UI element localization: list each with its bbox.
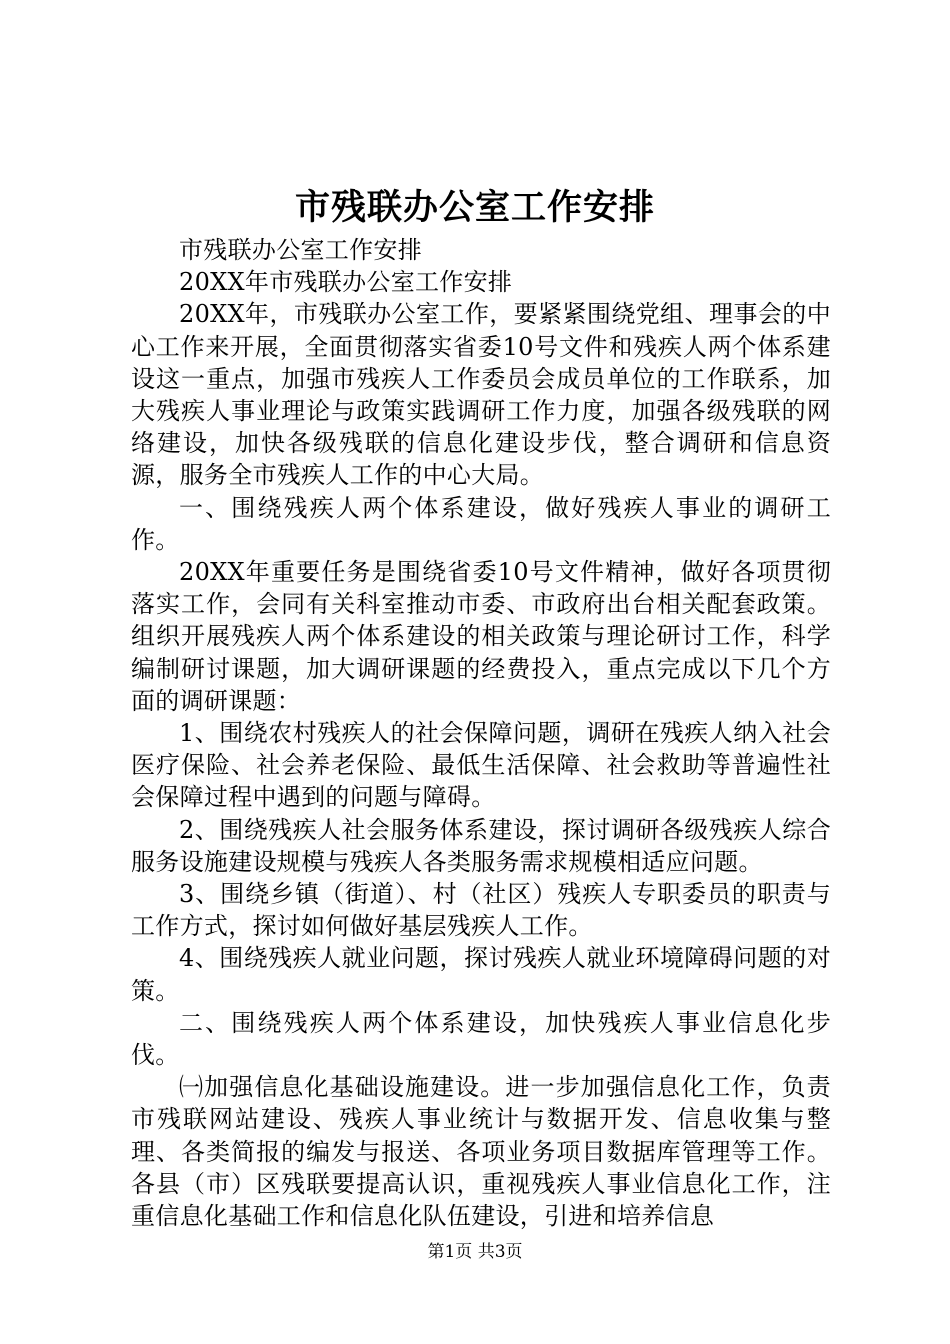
paragraph-section-2-heading: 二、围绕残疾人两个体系建设，加快残疾人事业信息化步伐。 [131,1008,831,1070]
document-body [131,234,831,1232]
paragraph-item-4: 4、围绕残疾人就业问题，探讨残疾人就业环境障碍问题的对策。 [131,944,831,1005]
paragraph-section-1-heading: 一、围绕残疾人两个体系建设，做好残疾人事业的调研工作。 [131,493,831,554]
paragraph-year-heading: 20XX年市残联办公室工作安排 [179,268,513,297]
paragraph-section-2-body: ㈠加强信息化基础设施建设。进一步加强信息化工作，负责市残联网站建设、残疾人事业统计与数据开发、信息收集与整理、各类简报的编发与报送、各项业务项目数据库管理等工作。各县（市）区残联要提高认识，重视残疾人事业信息化工作，注重信息化基础工作和信息化队伍建设，引进和培养信息 [131,1073,831,1231]
paragraph-item-3: 3、围绕乡镇（街道）、村（社区）残疾人专职委员的职责与工作方式，探讨如何做好基层残疾人工作。 [131,880,831,941]
document-title: 市残联办公室工作安排 [294,188,655,228]
paragraph-section-1-body: 20XX年重要任务是围绕省委10号文件精神，做好各项贯彻落实工作，会同有关科室推动市委、市政府出台相关配套政策。组织开展残疾人两个体系建设的相关政策与理论研讨工作，科学编制研讨课题，加大调研课题的经费投入，重点完成以下几个方面的调研课题： [131,558,831,715]
paragraph-item-1: 1、围绕农村残疾人的社会保障问题，调研在残疾人纳入社会医疗保险、社会养老保险、最低生活保障、社会救助等普遍性社会保障过程中遇到的问题与障碍。 [131,719,831,812]
paragraph-subtitle: 市残联办公室工作安排 [179,236,422,264]
paragraph-intro: 20XX年，市残联办公室工作，要紧紧围绕党组、理事会的中心工作来开展，全面贯彻落实省委10号文件和残疾人两个体系建设这一重点，加强市残疾人工作委员会成员单位的工作联系，加大残疾人事业理论与政策实践调研工作力度，加强各级残联的网络建设，加快各级残联的信息化建设步伐，整合调研和信息资源，服务全市残疾人工作的中心大局。 [131,300,831,490]
page-footer: 第1页 共3页 [427,1242,523,1262]
paragraph-item-2: 2、围绕残疾人社会服务体系建设，探讨调研各级残疾人综合服务设施建设规模与残疾人各类服务需求规模相适应问题。 [131,815,831,876]
